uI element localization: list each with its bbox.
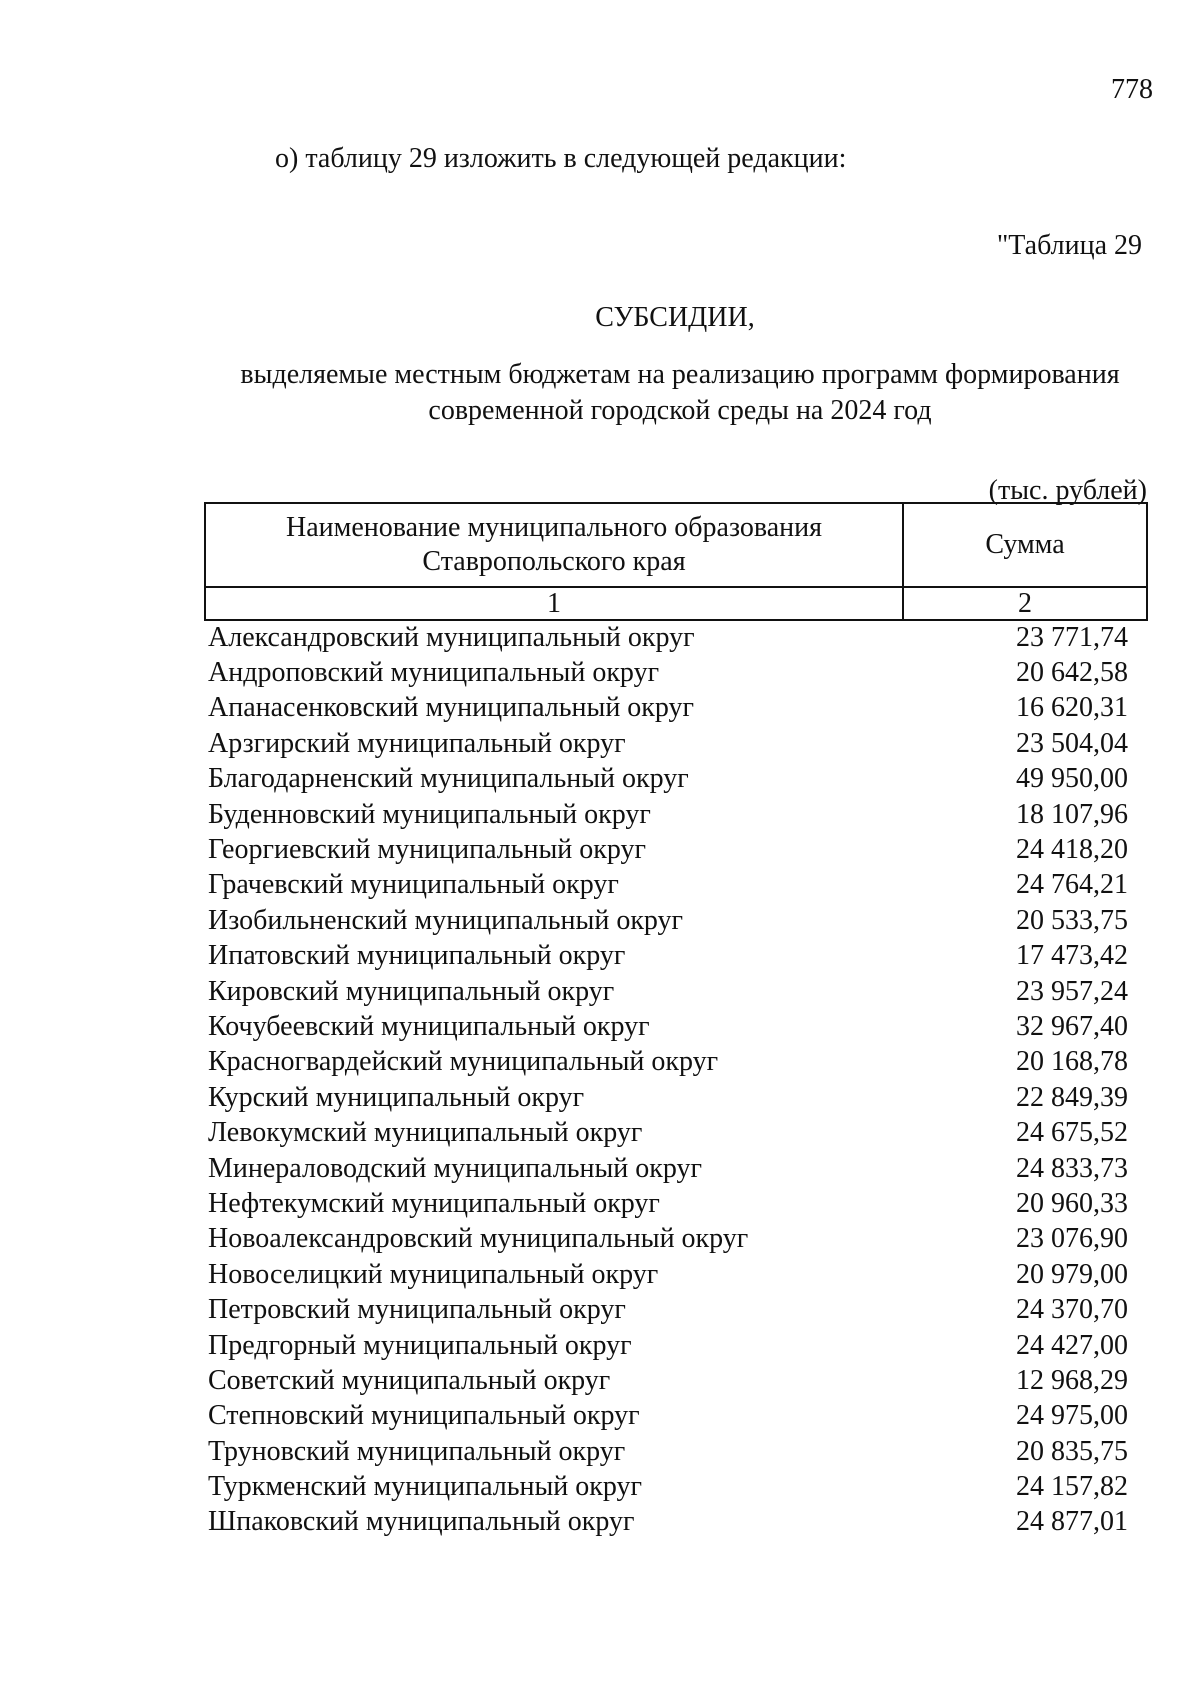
- district-name: Апанасенковский муниципальный округ: [208, 692, 695, 724]
- subsidy-amount: 32 967,40: [1016, 1010, 1128, 1042]
- table-row: [208, 1292, 1128, 1327]
- table-label: "Таблица 29: [996, 230, 1142, 261]
- subsidy-amount: 24 975,00: [1016, 1400, 1128, 1432]
- subsidy-amount: 24 370,70: [1016, 1294, 1128, 1326]
- subsidy-amount: 22 849,39: [1016, 1081, 1128, 1113]
- subsidy-amount: 24 764,21: [1016, 869, 1128, 901]
- table-row: [208, 832, 1128, 867]
- subsidy-amount: 24 675,52: [1016, 1117, 1128, 1149]
- column-header-name: Наименование муниципального образования Ставропольского края: [205, 503, 903, 587]
- subsidy-amount: 12 968,29: [1016, 1364, 1128, 1396]
- district-name: Георгиевский муниципальный округ: [208, 834, 646, 866]
- table-row: [208, 1115, 1128, 1150]
- table-row: [208, 1434, 1128, 1469]
- subsidy-amount: 20 979,00: [1016, 1258, 1128, 1290]
- table-row: [208, 1469, 1128, 1504]
- district-name: Предгорный муниципальный округ: [208, 1329, 632, 1361]
- table-row: [208, 1009, 1128, 1044]
- district-name: Петровский муниципальный округ: [208, 1294, 626, 1326]
- table-row: [208, 620, 1128, 655]
- column-header-amount: Сумма: [903, 503, 1147, 587]
- district-name: Советский муниципальный округ: [208, 1364, 611, 1396]
- district-name: Туркменский муниципальный округ: [208, 1471, 642, 1503]
- district-name: Благодарненский муниципальный округ: [208, 763, 689, 795]
- table-row: [208, 1186, 1128, 1221]
- table-header: [204, 502, 1148, 621]
- subsidy-amount: 23 076,90: [1016, 1223, 1128, 1255]
- table-row: [208, 1328, 1128, 1363]
- district-name: Красногвардейский муниципальный округ: [208, 1046, 719, 1078]
- district-name: Изобильненский муниципальный округ: [208, 904, 684, 936]
- subsidy-amount: 24 157,82: [1016, 1471, 1128, 1503]
- subsidy-amount: 23 504,04: [1016, 727, 1128, 759]
- district-name: Кочубеевский муниципальный округ: [208, 1010, 650, 1042]
- district-name: Кировский муниципальный округ: [208, 975, 615, 1007]
- district-name: Труновский муниципальный округ: [208, 1435, 626, 1467]
- subsidy-amount: 17 473,42: [1016, 940, 1128, 972]
- column-number-2: 2: [903, 587, 1147, 620]
- table-row: [208, 903, 1128, 938]
- subsidy-amount: 23 771,74: [1016, 621, 1128, 653]
- heading-title: СУБСИДИИ,: [595, 302, 755, 333]
- district-name: Минераловодский муниципальный округ: [208, 1152, 702, 1184]
- subsidy-amount: 18 107,96: [1016, 798, 1128, 830]
- table-row: [208, 974, 1128, 1009]
- table-row: [208, 1080, 1128, 1115]
- district-name: Новоалександровский муниципальный округ: [208, 1223, 749, 1255]
- subsidy-amount: 49 950,00: [1016, 763, 1128, 795]
- subsidy-amount: 20 642,58: [1016, 657, 1128, 689]
- heading-subtitle: выделяемые местным бюджетам на реализацию программ формирования современной городской среды на 2024 год: [240, 359, 1120, 426]
- district-name: Курский муниципальный округ: [208, 1081, 585, 1113]
- subsidy-amount: 24 877,01: [1016, 1506, 1128, 1538]
- district-name: Левокумский муниципальный округ: [208, 1117, 643, 1149]
- table-row: [208, 1505, 1128, 1540]
- table-row: [208, 868, 1128, 903]
- district-name: Грачевский муниципальный округ: [208, 869, 619, 901]
- district-name: Андроповский муниципальный округ: [208, 657, 660, 689]
- table-body: [208, 620, 1128, 1540]
- column-number-1: 1: [205, 587, 903, 620]
- district-name: Новоселицкий муниципальный округ: [208, 1258, 659, 1290]
- table-row: [208, 691, 1128, 726]
- table-row: [208, 1363, 1128, 1398]
- table-row: [208, 1151, 1128, 1186]
- subsidy-amount: 20 835,75: [1016, 1435, 1128, 1467]
- table-row: [208, 726, 1128, 761]
- table-row: [208, 1257, 1128, 1292]
- subsidy-amount: 20 168,78: [1016, 1046, 1128, 1078]
- subsidy-amount: 24 427,00: [1016, 1329, 1128, 1361]
- table-row: [208, 1399, 1128, 1434]
- subsidy-amount: 20 533,75: [1016, 904, 1128, 936]
- subsidy-amount: 20 960,33: [1016, 1187, 1128, 1219]
- table-row: [208, 797, 1128, 832]
- table-row: [208, 939, 1128, 974]
- table-row: [208, 655, 1128, 690]
- district-name: Александровский муниципальный округ: [208, 621, 695, 653]
- district-name: Шпаковский муниципальный округ: [208, 1506, 635, 1538]
- table-row: [208, 762, 1128, 797]
- district-name: Степновский муниципальный округ: [208, 1400, 640, 1432]
- subsidy-amount: 24 418,20: [1016, 834, 1128, 866]
- subsidy-amount: 24 833,73: [1016, 1152, 1128, 1184]
- district-name: Ипатовский муниципальный округ: [208, 940, 626, 972]
- units-note: (тыс. рублей): [988, 475, 1147, 506]
- district-name: Арзгирский муниципальный округ: [208, 727, 626, 759]
- subsidy-amount: 16 620,31: [1016, 692, 1128, 724]
- intro-paragraph: о) таблицу 29 изложить в следующей редакции:: [275, 143, 847, 174]
- table-row: [208, 1222, 1128, 1257]
- district-name: Нефтекумский муниципальный округ: [208, 1187, 660, 1219]
- subsidy-amount: 23 957,24: [1016, 975, 1128, 1007]
- district-name: Буденновский муниципальный округ: [208, 798, 651, 830]
- table-row: [208, 1045, 1128, 1080]
- page-number: 778: [1111, 74, 1153, 105]
